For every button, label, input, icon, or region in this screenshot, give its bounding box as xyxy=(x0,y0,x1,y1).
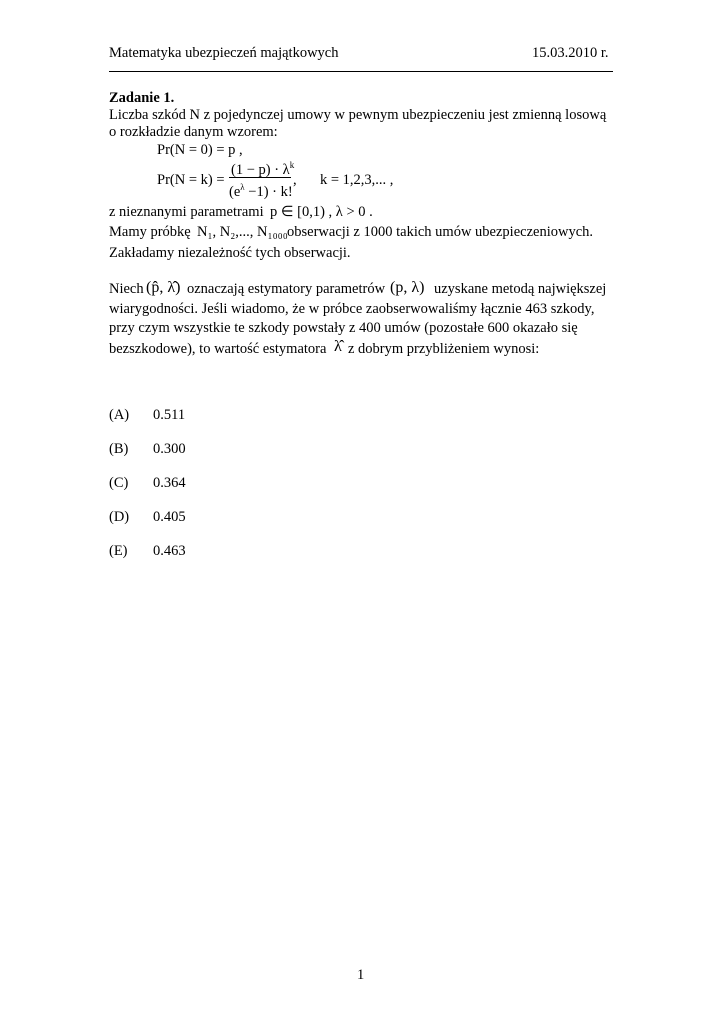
answer-value: 0.511 xyxy=(153,407,186,423)
paragraph-line-3: przy czym wszystkie te szkody powstały z 400 umów (pozostałe 600 okazało się xyxy=(109,320,578,336)
formula-2-k-range: k = 1,2,3,... , xyxy=(320,172,394,188)
answer-letter: (C) xyxy=(109,475,129,491)
task-heading: Zadanie 1. xyxy=(109,90,175,106)
niech-end: uzyskane metodą największej xyxy=(434,281,607,297)
fraction-bar xyxy=(229,177,291,178)
paragraph-line-4a: bezszkodowe), to wartość estymatora xyxy=(109,341,327,357)
answer-value: 0.364 xyxy=(153,475,186,491)
denominator-exponent: λ xyxy=(240,182,245,192)
formula-1: Pr(N = 0) = p , xyxy=(157,142,243,158)
answer-letter: (E) xyxy=(109,543,128,559)
formula-2-lhs: Pr(N = k) = xyxy=(157,172,225,188)
params-math: p ∈ [0,1) , λ > 0 . xyxy=(270,204,373,220)
params-text: z nieznanymi parametrami xyxy=(109,204,264,220)
sample-text-b: obserwacji z 1000 takich umów ubezpieczeniowych. xyxy=(287,224,594,240)
numerator-exponent: k xyxy=(289,160,295,170)
denominator-b: −1) · k! xyxy=(244,184,293,200)
header-divider xyxy=(109,71,613,72)
niech-word: Niech xyxy=(109,281,144,297)
answer-value: 0.463 xyxy=(153,543,186,559)
answer-letter: (A) xyxy=(109,407,130,423)
formula-2-denominator xyxy=(229,182,293,201)
independence-text: Zakładamy niezależność tych obserwacji. xyxy=(109,245,351,261)
answer-value: 0.300 xyxy=(153,441,186,457)
answer-value: 0.405 xyxy=(153,509,186,525)
sample-math: N₁, N₂,..., N₁₀₀₀ xyxy=(197,224,288,240)
answer-letter: (B) xyxy=(109,441,129,457)
params-pair: (p, λ) xyxy=(390,279,425,296)
formula-2-comma: , xyxy=(293,172,297,188)
lambda-hat: λ̂ xyxy=(334,338,342,355)
sample-text-a: Mamy próbkę xyxy=(109,224,191,240)
estimators: (p̂, λ̂) xyxy=(146,279,181,296)
denominator-a: (e xyxy=(229,184,241,200)
numerator-text: (1 − p) · λ xyxy=(231,162,290,178)
niech-mid: oznaczają estymatory parametrów xyxy=(187,281,386,297)
header-date: 15.03.2010 r. xyxy=(532,45,609,61)
intro-line-1: Liczba szkód N z pojedynczej umowy w pewnym ubezpieczeniu jest zmienną losową xyxy=(109,107,607,123)
paragraph-line-2: wiarygodności. Jeśli wiadomo, że w próbce zaobserwowaliśmy łącznie 463 szkody, xyxy=(109,301,595,317)
answer-letter: (D) xyxy=(109,509,130,525)
header-title: Matematyka ubezpieczeń majątkowych xyxy=(109,45,339,61)
intro-line-2: o rozkładzie danym wzorem: xyxy=(109,124,278,140)
paragraph-line-4b: z dobrym przybliżeniem wynosi: xyxy=(348,341,540,357)
page-number: 1 xyxy=(357,967,365,983)
